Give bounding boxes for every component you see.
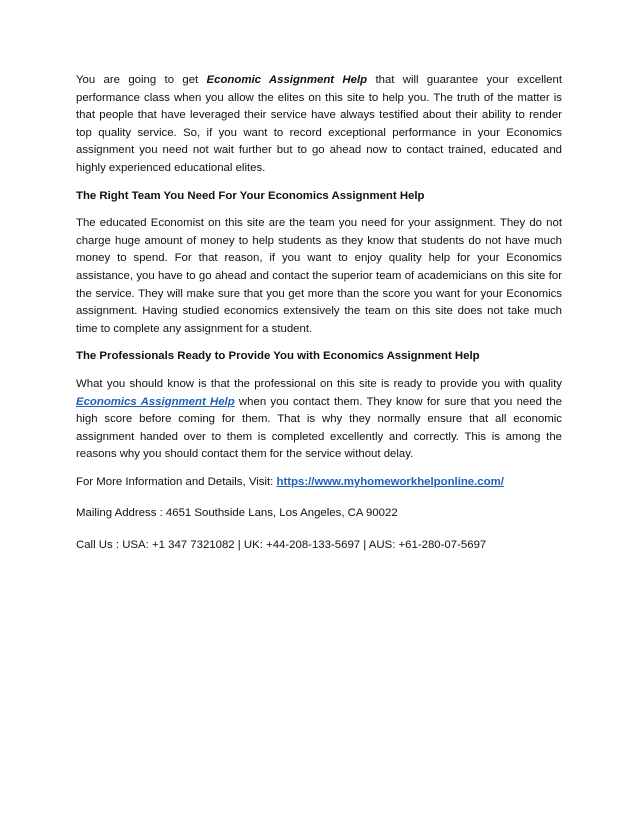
call-us-line: Call Us : USA: +1 347 7321082 | UK: +44-208-133-5697 | AUS: +61-280-07-5697 xyxy=(76,539,487,552)
more-info-line xyxy=(76,474,562,492)
section1-paragraph: The educated Economist on this site are the team you need for your assignment. They do not charge huge amount of money to help students as they know that students do not have much money to spend. For that reason, if you want to enjoy quality help for your Economics assistance, you have to go ahead and contact the superior team of academicians on this site for the service. They will make sure that you get more than the score you want for your Economics assignment. Having studied economics extensively the team on this site does not take much time to complete any assignment for a student. xyxy=(76,217,562,335)
intro-text-end: that will guarantee your excellent performance class when you allow the elites on this site to help you. The truth of the matter is that people that have leveraged their service have always testified about their ability to render top quality service. So, if you want to record exceptional performance in your Economics assignment you need not wait further but to go ahead now to contact trained, educated and highly experienced educational elites. xyxy=(76,74,563,174)
website-link[interactable]: https://www.myhomeworkhelponline.com/ xyxy=(276,475,504,488)
section2-text-start: What you should know is that the professional on this site is ready to provide you with quality xyxy=(76,377,562,390)
section2-heading: The Professionals Ready to Provide You with Economics Assignment Help xyxy=(76,350,480,363)
intro-text-start: You are going to get xyxy=(76,74,207,86)
mailing-address: Mailing Address : 4651 Southside Lans, Los Angeles, CA 90022 xyxy=(76,507,398,520)
section1-heading: The Right Team You Need For Your Economics Assignment Help xyxy=(76,189,425,202)
more-info-label: For More Information and Details, Visit: xyxy=(76,475,277,488)
section2-paragraph xyxy=(76,376,562,464)
intro-emphasis: Economic Assignment Help xyxy=(206,74,368,86)
section2-text-end: when you contact them. They know for sure that you need the high score before coming for them. That is why they normally ensure that all economic assignment handed over to them is completed excellently and correctly. This is among the reasons why you should contact them for the service without delay. xyxy=(76,395,562,461)
economics-assignment-help-link[interactable]: Economics Assignment Help xyxy=(76,395,235,408)
intro-paragraph xyxy=(76,72,562,178)
